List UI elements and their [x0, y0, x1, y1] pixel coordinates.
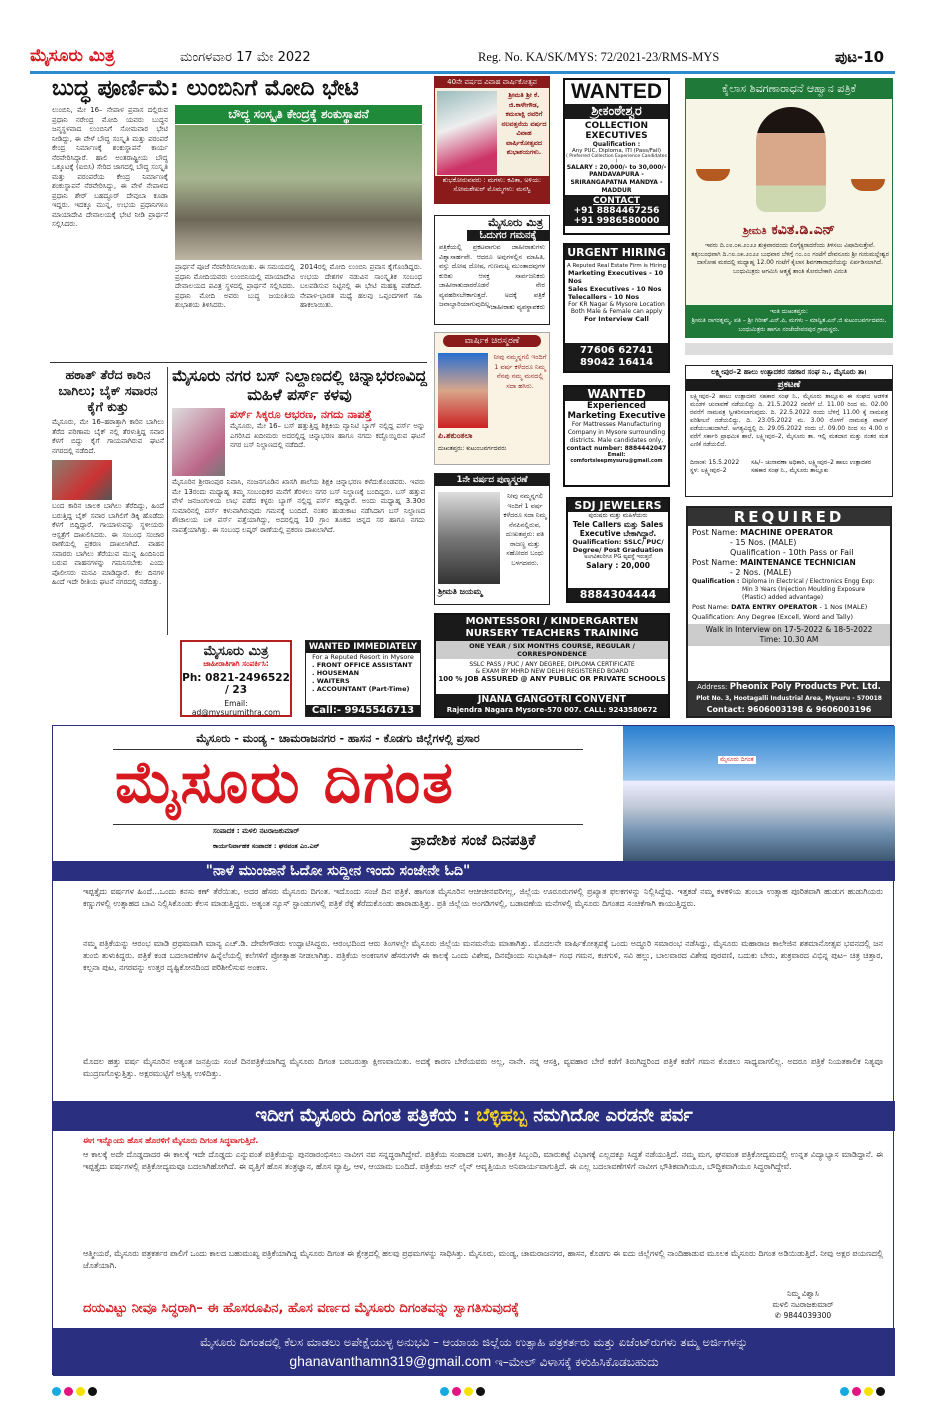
notice-sign: ಸಹಿ/– ಚುನಾವಣಾ ಅಧಿಕಾರಿ, ಲಕ್ಷ್ಮೀಪುರ–2 ಹಾಲು ಉತ್ಪಾದಕರ ಸಹಕಾರ ಸಂಘ ನಿ., ಮೈಸೂರು ತಾಲ್ಲೂಕು	[751, 459, 871, 474]
ad-text: Sales Executives - 10 Nos	[568, 285, 662, 293]
ad-footer	[686, 305, 892, 337]
divider	[50, 362, 427, 363]
banner-text: ನಮಗಿದೋ ಎರಡನೇ ಪರ್ವ	[527, 1105, 693, 1126]
ad-contact: contact number: 8884442047	[566, 445, 667, 452]
ad-title: WANTED	[565, 387, 668, 401]
post-detail: - 1 Nos (MALE)	[819, 603, 868, 611]
ad-title: ಕೈಲಾಸ ಶಿವಗಣಾರಾಧನೆ ಆಹ್ವಾನ ಪತ್ರಿಕೆ	[686, 79, 892, 99]
ad-name: JNANA GANGOTRI CONVENT	[477, 694, 627, 705]
ad-phone: Call:- 9945546713	[306, 705, 420, 716]
label: Qualification :	[692, 578, 740, 585]
ad-title: 1ನೇ ವರ್ಷದ ಪುಣ್ಯಸ್ಮರಣೆ	[435, 474, 549, 486]
ad-title: SDJ JEWELERS	[568, 499, 668, 512]
divider	[685, 343, 893, 355]
masthead-date: ಮಂಗಳವಾರ 17 ಮೇ 2022	[180, 50, 311, 65]
post-detail: Diploma in Electrical / Electronics Engg Exp: Min 3 Years (Injection Moulding Exposure (Plastic) added advantage)	[742, 578, 875, 601]
banner-highlight: ಬೆಳ್ಳಿಹಬ್ಬ	[476, 1105, 527, 1126]
ad-phone: 8884304444	[568, 588, 668, 601]
ad-salary: Salary : 20,000	[586, 561, 650, 570]
red-intro: ಈಗ ಇನ್ನೊಂದು ಹೊಸ ಹೊರಳಿಗೆ ಮೈಸೂರು ದಿಗಂತ ಸಿದ್ಧವಾಗುತ್ತಿದೆ.	[83, 1136, 259, 1145]
ad-title-line: MONTESSORI / KINDERGARTEN	[465, 616, 639, 627]
label: Post Name:	[692, 603, 730, 611]
ad-title-line: NURSERY TEACHERS TRAINING	[465, 628, 639, 639]
header-rule	[30, 71, 895, 74]
ad-phone: Ph: 0821-2496522 / 23	[182, 672, 290, 696]
story-headline: ಬುದ್ಧ ಪೂರ್ಣಿಮೆ: ಲುಂಬಿನಿಗೆ ಮೋದಿ ಭೇಟಿ	[52, 76, 359, 101]
ad-salary: SALARY : 20,000/- to 30,000/-	[566, 164, 667, 171]
ad-logo: ಮೈಸೂರು ಮಿತ್ರ	[488, 216, 543, 229]
ad-email: Email: ad@mysurumithra.com	[191, 699, 281, 717]
company-name: Pheonix Poly Products Pvt. Ltd.	[729, 682, 881, 692]
ad-text: For Mattresses Manufacturing Company in Mysore surrounding districts. Male candidates only,	[567, 421, 666, 444]
ad-footer	[436, 694, 668, 716]
ad-text: For Interview Call	[584, 315, 649, 323]
ad-phone: 77606 62741	[579, 345, 654, 356]
story-body: ಬಂದ ಕಾರಿನ ಚಾಲಕ ಬಾಗಿಲು ತೆರೆದಿದ್ದು, ಹಿಂದೆ ಬರುತ್ತಿದ್ದ ಬೈಕ್ ಸವಾರ ಬಾಗಿಲಿಗೆ ಡಿಕ್ಕಿ ಹೊಡೆದು ಕೆಳಗೆ ಬಿದ್ದಿದ್ದಾರೆ. ಗಾಯಾಳುವನ್ನು ಸ್ಥಳೀಯರು ಆಸ್ಪತ್ರೆಗೆ ದಾಖಲಿಸಿದರು. ಈ ಸಂಬಂಧ ಸಂಚಾರ ಠಾಣೆಯಲ್ಲಿ ಪ್ರಕರಣ ದಾಖಲಾಗಿದೆ. ವಾಹನ ಸವಾರರು ಬಾಗಿಲು ತೆರೆಯುವ ಮುನ್ನ ಹಿಂದಿನಿಂದ ಬರುವ ವಾಹನಗಳನ್ನು ಗಮನಿಸಬೇಕು ಎಂದು ಪೊಲೀಸರು ಮನವಿ ಮಾಡಿದ್ದಾರೆ. ಕೆಲ ದಿನಗಳ ಹಿಂದೆ ಇದೇ ರೀತಿಯ ಘಟನೆ ನಗರದಲ್ಲಿ ನಡೆದಿತ್ತು.	[52, 502, 164, 586]
notice-date: ದಿನಾಂಕ: 15.5.2022	[690, 459, 740, 466]
story-subhead: ಪರ್ಸ್ ಸಿಕ್ಕರೂ ಆಭರಣ, ನಗದು ನಾಪತ್ತೆ	[230, 408, 372, 421]
registration-marks	[840, 1381, 888, 1400]
ad-punyasmarane	[434, 473, 550, 605]
footer-text: ಇ–ಮೇಲ್ ವಿಳಾಸಕ್ಕೆ ಕಳುಹಿಸಿಕೊಡಬಹುದು	[491, 1355, 659, 1369]
digantha-paragraph: ನಮ್ಮ ಪತ್ರಿಕೆಯನ್ನು ಆರಂಭ ಮಾಡಿ ಪ್ರಥಮವಾಗಿ ಮಾನ್ಯ ಎಚ್.ಡಿ. ದೇವೇಗೌಡರು ಉದ್ಘಾಟಿಸಿದ್ದರು. ಆರಂಭದಿಂದ ಆರು ತಿಂಗಳಲ್ಲೇ ಮೈಸೂರು ಜಿಲ್ಲೆಯ ಮನಮನೆಯ ಮಾತಾಗಿತ್ತು. ಮೊದಲನೇ ವಾರ್ಷಿಕೋತ್ಸವಕ್ಕೆ ಒಂದು ಅದ್ಧೂರಿ ಸಮಾರಂಭ ನಡೆಸಿದ್ದು, ಮೈಸೂರು ಮಹಾರಾಜ ಕಾಲೇಜಿನ ಶತಮಾನೋತ್ಸವ ಭವನದಲ್ಲಿ ಜನ ತುಂಬಿ ತುಳುಕಿದ್ದರು. ಪತ್ರಿಕೆ ಕಂಡ ಬದಲಾವಣೆಗಳ ಹಿನ್ನೆಲೆಯಲ್ಲಿ ಕಲೆಗಳಿಗೆ ಪ್ರೋತ್ಸಾಹ ನೀಡಲಾಗಿತ್ತು. ಪತ್ರಿಕೆಯ ಅಂಕಣಗಳ ಹೆಸರುಗಳೇ ಈ ಕಾಲಕ್ಕೆ ಒಂದು ವಿಶೇಷ, ದಿನವೊಂದು ಸುಭಾಷಿತ– ಗಂಧ ಗಮನ, ಕಚಗುಳಿ, ಸವಿ ಹಲ್ಲು, ಬಾಲವಾರದ ವಿಶೇಷ ಪುರವಣಿ, ಬದುಕು ಬೇರು, ಶುಕ್ರವಾರದ ವಿಭಿನ್ನ ಪುಟ– ಚಿತ್ರ ಚಿತ್ತಾರ, ಕಲ್ಪನಾ ಪುಟ, ನಗರವನ್ನು ಉತ್ತರ ದೃಷ್ಟಿಕೋನದಿಂದ ಪರಿಶೀಲಿಸುವ ಅಂಕಣ.	[83, 939, 883, 972]
notice-place: ಸ್ಥಳ: ಲಕ್ಷ್ಮೀಪುರ–2	[690, 467, 727, 474]
ad-phone: +91 8884467256	[573, 206, 660, 216]
sign-phone: 9844039300	[783, 1311, 832, 1320]
ad-phone: 89042 16414	[579, 357, 654, 368]
ad-logo: ಮೈಸೂರು ಮಿತ್ರ	[203, 644, 269, 659]
registration-marks	[52, 1381, 100, 1400]
building-sign: ಮೈಸೂರು ದಿಗಂತ	[720, 756, 754, 763]
slogan-banner-ext	[623, 861, 895, 881]
ad-email: Email: comfortsleepmysuru@gmail.com	[570, 452, 663, 464]
ad-text: Experienced	[587, 401, 646, 411]
name: ಕವಿತ.ಡಿ.ಎನ್	[771, 222, 835, 238]
contact-label: CONTACT	[593, 196, 640, 206]
registration-number: Reg. No. KA/SK/MYS: 72/2021-23/RMS-MYS	[478, 50, 720, 64]
ad-wanted-marketing	[563, 385, 670, 487]
closing-line: ದಯವಿಟ್ಟು ನೀವೂ ಸಿದ್ಧರಾಗಿ– ಈ ಹೊಸರೂಪಿನ, ಹೊಸ ವರ್ಣದ ಮೈಸೂರು ದಿಗಂತವನ್ನು ಸ್ವಾಗತಿಸುವುದಕ್ಕೆ	[83, 1301, 519, 1316]
ad-text: Marketing Executive	[567, 411, 666, 421]
building-photo	[623, 726, 895, 861]
silver-jubilee-banner	[53, 1101, 895, 1131]
sign-name: ಮಳಲಿ ನಟರಾಜಕುಮಾರ್	[772, 1300, 834, 1309]
ad-text: Both Male & Female can apply	[570, 308, 663, 315]
editor-line: ಸಂಪಾದಕ : ಮಳಲಿ ನಟರಾಜಕುಮಾರ್	[213, 827, 300, 835]
label: Post Name:	[692, 558, 738, 567]
post-detail: Qualification: Any Degree (Excell, Word and Tally)	[692, 613, 854, 621]
footer-title: ಇಂತಿ ದುಃಖತಪ್ತರು:	[770, 308, 808, 315]
divider	[167, 367, 168, 635]
walkin-time: Time: 10.30 AM	[759, 635, 819, 644]
ad-item: . FRONT OFFICE ASSISTANT	[312, 661, 413, 669]
ad-text: ಪತ್ರಿಕೆಯಲ್ಲಿ ಪ್ರಕಟವಾಗುವ ಜಾಹೀರಾತುಗಳು ವಿಶ್ವಾಸಾರ್ಹವೇ. ಆದರೂ ಅವುಗಳಲ್ಲಿನ ಮಾಹಿತಿ, ವಸ್ತು ದೋಷ ದೋಷ, ಗುಣಮಟ್ಟ ಮುಂತಾದವುಗಳ ಕುರಿತು ಆಸಕ್ತ ಸಾರ್ವಜನಿಕರು ಜಾಹೀರಾತುದಾರರೊಡನೆ ನೇರ ವ್ಯವಹರಿಸಬೇಕಾಗುತ್ತದೆ. ಅದಕ್ಕೆ ಪತ್ರಿಕೆ ಜವಾಬ್ದಾರಿಯಾಗುವುದಿಲ್ಲ.	[439, 243, 545, 308]
registration-marks	[440, 1381, 488, 1400]
story-body: ಮೈಸೂರು, ಮೇ 16–ಹಠಾತ್ತಾಗಿ ಕಾರಿನ ಬಾಗಿಲು ತೆರೆದ ಪರಿಣಾಮ ಬೈಕ್ ನಲ್ಲಿ ತೆರಳುತ್ತಿದ್ದ ಸವಾರ ಕೆಳಗೆ ಬಿದ್ದು ಕೈಗೆ ಗಾಯವಾಗಿರುವ ಘಟನೆ ನಗರದಲ್ಲಿ ನಡೆದಿದೆ.	[52, 418, 164, 455]
ad-text: & EXAM BY MHRD NEW DELHI REGISTERED BOARD	[475, 668, 629, 675]
ad-text: Tele Callers ಮತ್ತು Sales Executive ಬೇಕಾಗಿದ್ದಾರೆ.	[572, 520, 664, 538]
ad-text: ಪುರುಷರು ಮತ್ತು ಮಹಿಳೆಯರು	[588, 512, 648, 519]
story-headline: ಮೈಸೂರು ನಗರ ಬಸ್ ನಿಲ್ದಾಣದಲ್ಲಿ ಚಿನ್ನಾಭರಣವಿದ್ದ ಮಹಿಳೆ ಪರ್ಸ್ ಕಳವು	[172, 367, 427, 404]
signature-block	[743, 1288, 863, 1321]
photo-accident	[52, 460, 112, 500]
photo-banner: ಬೌದ್ಧ ಸಂಸ್ಕೃತಿ ಕೇಂದ್ರಕ್ಕೆ ಶಂಕುಸ್ಥಾಪನೆ	[175, 105, 422, 124]
districts-line: ಮೈಸೂರು - ಮಂಡ್ಯ - ಚಾಮರಾಜನಗರ - ಹಾಸನ - ಕೊಡಗು ಜಿಲ್ಲೆಗಳಲ್ಲಿ ಪ್ರಸಾರ	[196, 732, 480, 745]
ad-footer: ದುಃಖತಪ್ತರು: ಕುಟುಂಬವರ್ಗದವರು	[438, 445, 507, 452]
ad-title	[436, 615, 668, 641]
ad-title: WANTED	[571, 80, 662, 103]
ad-mysuru-digantha	[52, 725, 894, 1375]
ad-name: ಶ್ರೀಮತಿ ಜಯಮ್ಮ	[438, 587, 483, 596]
footer-text: ಮೈಸೂರು ದಿಗಂತದಲ್ಲಿ ಕೆಲಸ ಮಾಡಲು ಅಪೇಕ್ಷೆಯುಳ್ಳ ಅನುಭವಿ – ಆಯಾಯ ಜಿಲ್ಲೆಯ ಉತ್ಸಾಹಿ ಪತ್ರಕರ್ತರು ಮತ್ತು ಏಜೆಂಟ್‌ರುಗಳು ತಮ್ಮ ಅರ್ಜಿಗಳನ್ನು	[200, 1335, 748, 1349]
ad-text: ( Preferred Collection Experience Candidates )	[566, 154, 667, 164]
ad-text: Qualification: SSLC/ PUC/ Degree/ Post Graduation	[572, 538, 664, 554]
ad-sdj-jewelers	[566, 497, 670, 603]
ad-brand: ಶ್ರೀಕಂಠೇಶ್ವರ	[565, 104, 668, 119]
ad-text: For a Reputed Resort in Mysore	[312, 653, 414, 661]
post-detail: - 15 Nos. (MALE)	[730, 538, 797, 547]
ad-resort-wanted	[305, 640, 421, 717]
story-body: ಲುಂಬಿನಿ, ಮೇ 16– ನೇಪಾಳ ಪ್ರವಾಸ ದಲ್ಲಿರುವ ಪ್ರಧಾನಿ ನರೇಂದ್ರ ಮೋದಿ ಯವರು ಬುದ್ಧನ ಜನ್ಮಸ್ಥಳವಾದ ಲುಂಬಿನಿಗೆ ಸೋಮವಾರ ಭೇಟಿ ನೀಡಿದ್ದು, ಈ ವೇಳೆ ಬೌದ್ಧ ಸಂಸ್ಕೃತಿ ಮತ್ತು ಪರಂಪರೆ ಕೇಂದ್ರ ನಿರ್ಮಾಣಕ್ಕೆ ಶಂಕುಸ್ಥಾಪನೆ ಕಾರ್ಯ ನೆರವೇರಿಸಿದ್ದಾರೆ. ಹಾಲಿ ಅಂತರಾಷ್ಟ್ರೀಯ ಬೌದ್ಧ ಒಕ್ಕೂಟಕ್ಕೆ (ಐಬಿಸಿ) ಸೇರಿದ ಜಾಗದಲ್ಲಿ ಬೌದ್ಧ ಸಂಸ್ಕೃತಿ ಮತ್ತು ಪರಂಪರೆಯ ಕೇಂದ್ರ ನಿರ್ಮಾಣಕ್ಕೆ ಶಂಕುಸ್ಥಾಪನೆ ನೆರವೇರಿಸಿದ್ದು, ಈ ವೇಳೆ ನೇಪಾಳದ ಪ್ರಧಾನಿ ಶೇರ್ ಬಹದ್ದೂರ್ ದೇವುಬಾ ಕೂಡಾ ಇದ್ದರು. ಇದಕ್ಕೂ ಮುನ್ನ, ಉಭಯ ಪ್ರಧಾನಿಗಳೂ ಮಾಯಾದೇವಿ ದೇವಾಲಯಕ್ಕೆ ಭೇಟಿ ನೀಡಿ ಪ್ರಾರ್ಥನೆ ಸಲ್ಲಿಸಿದರು.	[52, 106, 168, 228]
ad-text: A Reputed Real Estate Firm is Hiring	[566, 263, 667, 269]
photo-purse	[172, 408, 225, 476]
ad-title: REQUIRED	[688, 508, 890, 526]
label: Post Name:	[692, 528, 738, 537]
recruitment-footer	[53, 1328, 895, 1376]
ad-role: COLLECTION EXECUTIVES	[584, 121, 649, 141]
ad-title: 40ನೇ ವರ್ಷದ ವಿವಾಹ ವಾರ್ಷಿಕೋತ್ಸವ	[435, 77, 549, 88]
ad-text: SSLC PASS / PUC / ANY DEGREE, DIPLOMA CERTIFICATE	[469, 661, 635, 668]
masthead-logo: ಮೈಸೂರು ಮಿತ್ರ	[30, 46, 115, 66]
ad-item: . ACCOUNTANT (Part-Time)	[312, 685, 410, 693]
ad-required	[686, 506, 892, 718]
digantha-paragraph: ಮೊದಲ ಹತ್ತು ವರ್ಷ ಮೈಸೂರಿನ ಅತ್ಯಂತ ಜನಪ್ರಿಯ ಸಂಜೆ ದಿನಪತ್ರಿಕೆಯಾಗಿದ್ದ ಮೈಸೂರು ದಿಗಂತ ಬರಬರುತ್ತಾ ಕ್ಷೀಣವಾಯಿತು. ಅದಕ್ಕೆ ಕಾರಣ ಬೇರೆಯವರು ಅಲ್ಲ, ನಾನೇ. ನನ್ನ ಆಸಕ್ತಿ, ವ್ಯವಹಾರ ಬೇರೆ ಕಡೆಗೆ ತಿರುಗಿದ್ದರಿಂದ ಪತ್ರಿಕೆ ಕಡೆಗೆ ಗಮನ ಕೊಡಲು ಸಾಧ್ಯವಾಗಲಿಲ್ಲ. ಅದರೂ ಪತ್ರಿಕೆ ನಿಯತಕಾಲಿಕ ನಿತ್ಯವೂ ಮುದ್ರಣಗೊಳ್ಳುತ್ತಿತ್ತು. ಅಕ್ಷರಮುಟ್ಟಿಗೆ ಅಸ್ತಿತ್ವ ಉಳಿದಿತ್ತು.	[83, 1057, 883, 1078]
post-name: MAINTENANCE TECHNICIAN	[740, 558, 856, 567]
portrait-photo	[438, 492, 500, 584]
digantha-paragraph: ಇಪ್ಪತ್ತೈದು ವರ್ಷಗಳ ಹಿಂದೆ...ಒಂದು ಕನಸು ಕಣ್ ತೆರೆಯಿತು, ಅದರ ಹೆಸರು ಮೈಸೂರು ದಿಗಂತ. ಇದೊಂದು ಸಂಜೆ ದಿನ ಪತ್ರಿಕೆ. ಹಾಗಂತ ಮೈಸೂರಿನ ಆಚೀಚೀನವರಿಗಲ್ಲ, ಜಿಲ್ಲೆಯ ಊರೂರುಗಳಲ್ಲಿ ಪ್ರಖ್ಯಾತ ಫಲಕಗಳನ್ನು ನಿಲ್ಲಿಸಿದ್ದೆವು. ಇತ್ತಕಡೆ ನಮ್ಮ ಕಳಕಳಿಯ ತುಂಬಾ ಉತ್ಸಾಹ ಪೂರಿತವಾಗಿ ಹುಡುಗ ಹುಡುಗಿಯರು ಕಣ್ಣುಗಳಲ್ಲಿ ಉತ್ಸಾಹದ ಬಾವಿ ನಿಲ್ಲಿಸಿಕೊಂಡು ಕೆಲಸ ಮಾಡುತ್ತಿದ್ದರು. ಅತ್ಯಂತ ನ್ಯೂಸ್ ಸ್ಟಾಂಡುಗಳಲ್ಲಿ ಪತ್ರಿಕೆ ರೆಕ್ಕೆ ತೆರೆದುಕೊಂಡು ಹಾರಾಡುತ್ತಿತ್ತು. ಪ್ರತಿ ಜಿಲ್ಲೆಯ ಅಂಗಡಿಗಳಲ್ಲಿ, ಬಡಾವಣೆಯ ಮನೆಗಳಲ್ಲಿ ಮೈಸೂರು ದಿಗಂತದ ಸಂಚಿಕೆಗಾಗಿ ಕಾಯುತ್ತಿದ್ದರು.	[83, 887, 883, 908]
story-headline: ಹಠಾತ್ ತೆರೆದ ಕಾರಿನ ಬಾಗಿಲು; ಬೈಕ್ ಸವಾರನ ಕೈಗೆ ಕುತ್ತು	[58, 367, 158, 414]
digantha-paragraph: ಆ ಕಾಲಕ್ಕೆ ಅದೇ ದೊಡ್ಡದಾದರ ಈ ಕಾಲಕ್ಕೆ ಇದೇ ದೊಡ್ಡದು ಎನ್ನುವಂತೆ ಪತ್ರಿಕೆಯನ್ನು ಪುನರಾರಂಭಿಸಲು ನಾವೀಗ ನವ ಸನ್ನದ್ಧರಾಗಿದ್ದೇವೆ. ಪತ್ರಿಕೆಯ ಸಂಪಾದಕ ಬಳಗ, ತಾಂತ್ರಿಕ ಸಿಬ್ಬಂದಿ, ಮಾರುಕಟ್ಟೆ ವಿಭಾಗಕ್ಕೆ ಎಲ್ಲದಕ್ಕೂ ಸಿದ್ಧತೆ ನಡೆಯುತ್ತಿದೆ. ನಮ್ಮ ಮಗ, ಘನವಂತ ಪತ್ರಿಕೋದ್ಯಮದಲ್ಲಿ ಉನ್ನತ ವಿದ್ಯಾಭ್ಯಾಸ ಮಾಡಿದ್ದಾನೆ. ಈ ಇಪ್ಪತ್ತೈದು ವರ್ಷಗಳಲ್ಲಿ ಪತ್ರಿಕೋದ್ಯಮವೂ ಬದಲಾಗಿಹೋಗಿದೆ. ಈ ವೃತ್ತಿಗೆ ಹೊಸ ತಂತ್ರಜ್ಞಾನ, ಹೊಸ ವ್ಯಾಪ್ತಿ, ಆಳ, ಆಯಾಮ ಬಂದಿದೆ. ಪತ್ರಿಕೆಯ ಆನ್ ಲೈನ್ ಆವೃತ್ತಿಯೂ ಅನಿವಾರ್ಯವಾಗುತ್ತಿದೆ. ಈ ಎಲ್ಲ ಬದಲಾವಣೆಗಳಿಗೆ ನಾವೀಗ ಭೌತಿಕವಾಗಿಯೂ, ಬೌದ್ಧಿಕವಾಗಿಯೂ ಸಿದ್ಧರಾಗಿದ್ದೇವೆ.	[83, 1150, 883, 1171]
footer-text: ಶ್ರೀಮತಿ ನಾಗರತ್ನಮ್ಮ, ಪತಿ – ಶ್ರೀ ಗಿರೀಶ್.ಎನ್.ಪಿ, ಮಗಳು – ಮಾನ್ವಿತ.ಎನ್.ಜಿ ಕುಟುಂಬವರ್ಗದವರು, ಬಂಧುಮಿತ್ರರು ಹಾಗೂ ನಂಜೇದೇವನಪುರ ಗ್ರಾಮಸ್ಥರು.	[691, 317, 887, 333]
story-body: ಮೈಸೂರಿನ ಶ್ರೀರಾಂಪುರ ನಿವಾಸಿ, ನಂಜನಗೂಡಿನ ಖಾಸಗಿ ಶಾಲೆಯ ಶಿಕ್ಷಕಿ ಚಿನ್ನಾಭರಣ ಕಳೆದುಕೊಂಡವರು. ಇವರು ಮೇ 13ರಂದು ಮಧ್ಯಾಹ್ನ ತಮ್ಮ ಸಂಬಂಧಿಕರ ಮನೆಗೆ ತೆರಳಲು ನಗರ ಬಸ್ ನಿಲ್ದಾಣಕ್ಕೆ ಬಂದಿದ್ದರು. ಬಸ್ ಹತ್ತುವ ವೇಳೆ ಜನಜಂಗುಳಿಯ ಲಾಭ ಪಡೆದ ಕಳ್ಳರು ಬ್ಯಾಗ್ ನಲ್ಲಿದ್ದ ಪರ್ಸ್ ಕದ್ದಿದ್ದಾರೆ. ಅಂದು ಮಧ್ಯಾಹ್ನ 3.30ರ ಸುಮಾರಿನಲ್ಲಿ ಪರ್ಸ್ ಕಳುವಾಗಿರುವುದು ಗಮನಕ್ಕೆ ಬಂದಿದೆ. ನಂತರ ಹುಡುಕಾಟ ನಡೆಸಿದಾಗ ಬಸ್ ನಿಲ್ದಾಣದ ಶೌಚಾಲಯ ಬಳಿ ಪರ್ಸ್ ಪತ್ತೆಯಾಗಿದ್ದು, ಅದರಲ್ಲಿದ್ದ 10 ಗ್ರಾಂ ತೂಕದ ಚಿನ್ನದ ಸರ ಹಾಗೂ ನಗದು ನಾಪತ್ತೆಯಾಗಿತ್ತು. ಈ ಸಂಬಂಧ ಲಷ್ಕರ್ ಠಾಣೆಯಲ್ಲಿ ಪ್ರಕರಣ ದಾಖಲಾಗಿದೆ.	[172, 478, 425, 534]
ad-text: Qualification :	[592, 141, 641, 148]
footer-email[interactable]: ghanavanthamn319@gmail.com	[289, 1353, 492, 1369]
ad-places: PANDAVAPURA - SRIRANGAPATNA MANDYA - MADDUR	[570, 171, 663, 194]
digantha-logo: ಮೈಸೂರು ದಿಗಂತ	[115, 748, 455, 816]
sign-label: ನಿಮ್ಮ ವಿಶ್ವಾಸಿ	[787, 1289, 819, 1298]
ad-anniversary	[434, 76, 550, 204]
ad-footer: ಶುಭಕೋರುವವರು : ಮಗಳು: ಕವಿತಾ, ಅಳಿಯ: ಸೋಮಶೇಖರ್ ಮೊಮ್ಮಗಳು: ಮನಸ್ವಿ	[435, 176, 549, 203]
post-name: DATA ENTRY OPERATOR	[731, 603, 818, 611]
ad-name: ಪಿ.ಶಕುಂತಲಾ	[438, 431, 473, 440]
ad-sign: -ಜಾಹೀರಾತು ವ್ಯವಸ್ಥಾಪಕರು	[488, 303, 545, 311]
banner-text: ಇದೀಗ ಮೈಸೂರು ದಿಗಂತ ಪತ್ರಿಕೆಯ :	[255, 1105, 477, 1126]
notice-text: ಲಕ್ಷ್ಮೀಪುರ–2 ಹಾಲು ಉತ್ಪಾದಕರ ಸಹಕಾರ ಸಂಘ ನಿ., ಮೈಸೂರು ತಾಲ್ಲೂಕು ಈ ಸಂಘದ ಆಡಳಿತ ಮಂಡಳಿ ಚುನಾವಣೆ ನಡೆಯಲಿದ್ದು ದಿ. 21.5.2022 ರವರೆಗೆ ಬೆ. 11.00 ರಿಂದ ಮ. 02.00 ರವರೆಗೆ ನಾಮಪತ್ರ ಸ್ವೀಕರಿಸಲಾಗುವುದು. ದಿ. 22.5.2022 ರಂದು ಬೆಳಿಗ್ಗೆ 11.00 ಕ್ಕೆ ನಾಮಪತ್ರ ಪರಿಶೀಲನೆ ನಡೆಯಲಿದ್ದು, ದಿ. 23.05.2022 ಮ. 3.00 ರೊಳಗೆ ನಾಮಪತ್ರ ವಾಪಸ್ ಪಡೆಯಬಹುದಾಗಿದೆ. ಅಗತ್ಯವಿದ್ದಲ್ಲಿ ದಿ. 29.05.2022 ರಂದು ಬೆ. 09.00 ರಿಂದ ಸಂ 4.00 ರ ವರೆಗೆ ಸರ್ಕಾರಿ ಪ್ರಾಥಮಿಕ ಶಾಲೆ, ಲಕ್ಷ್ಮೀಪುರ–2, ಮೈಸೂರು ತಾ. ಇಲ್ಲಿ ಮತದಾನ ಮತ್ತು ನಂತರ ಮತ ಎಣಿಕೆ ನಡೆಯಲಿದೆ.	[690, 393, 888, 448]
ad-text: ನೀವು ನಮ್ಮನ್ನಗಲಿ ಇಂದಿಗೆ 1 ವರ್ಷ ಕಳೆದರೂ ನಿಮ್ಮ ನೆನಪು ನಮ್ಮ ಮನದಲ್ಲಿ ಸದಾ ಹಸಿರು.	[493, 353, 547, 390]
ad-phone: +91 9986580000	[573, 216, 660, 226]
divider	[113, 824, 583, 825]
ad-phones	[565, 343, 668, 371]
ad-text: ಜಾಹೀರಾತಿಗಾಗಿ ಸಂಪರ್ಕಿಸಿ:	[203, 659, 269, 668]
ad-readers-notice	[434, 215, 550, 325]
deceased-name	[686, 222, 892, 238]
ad-strip: ONE YEAR / SIX MONTHS COURSE, REGULAR / CORRESPONDENCE	[436, 641, 668, 659]
ad-address: Rajendra Nagara Mysore-570 007. CALL: 9243580672	[446, 706, 658, 714]
oil-lamp-icon	[851, 179, 885, 191]
phone-icon: ✆	[774, 1311, 782, 1320]
company-address: Plot No. 3, Hootagalli Industrial Area, Mysuru - 570018	[696, 695, 882, 702]
ad-text: 100 % JOB ASSURED @ ANY PUBLIC OR PRIVATE SCHOOLS	[438, 675, 666, 683]
post-detail: Qualification - 10th Pass or Fail	[730, 548, 854, 557]
story-body: 2014ರಲ್ಲಿ ಮೋದಿ ಲುಂಬಿನಿ ಪ್ರವಾಸ ಕೈಗೊಂಡಿದ್ದರು. ಉಭಯ ದೇಶಗಳ ನಡುವಿನ ಸಾಂಸ್ಕೃತಿಕ ಸಂಬಂಧ ಬಲಪಡಿಸುವ ನಿಟ್ಟಿನಲ್ಲಿ ಈ ಭೇಟಿ ಮಹತ್ವ ಪಡೆದಿದೆ. ನೇಪಾಳ-ಭಾರತ ಮಧ್ಯೆ ಹಲವು ಒಪ್ಪಂದಗಳಿಗೆ ಸಹಿ ಹಾಕಲಾಯಿತು.	[300, 263, 422, 309]
company-contact: Contact: 9606003198 & 9606003196	[706, 705, 872, 714]
ad-text: Marketing Executives - 10 Nos	[568, 269, 664, 285]
oil-lamp-icon	[696, 169, 730, 181]
portrait-photo	[438, 353, 488, 428]
ad-contact	[565, 195, 668, 226]
page-number: ಪುಟ-10	[835, 48, 885, 66]
portrait-photo	[756, 107, 826, 212]
ad-text: ಅಂಗವಿಕಲರಿಗೂ PG ವ್ಯವಸ್ಥೆ ಇರುತ್ತದೆ	[584, 554, 652, 560]
story-body: ಮೈಸೂರು, ಮೇ 16– ಬಸ್ ಹತ್ತುತ್ತಿದ್ದ ಶಿಕ್ಷಕಿಯ ವ್ಯಾನಿಟಿ ಬ್ಯಾಗ್ ನಲ್ಲಿದ್ದ ಪರ್ಸ್ ಅನ್ನು ಎಗರಿಸಿದ ಖದೀಮರು ಅದರಲ್ಲಿದ್ದ ಚಿನ್ನಾಭರಣ ಹಾಗೂ ನಗದು ಕದ್ದೊಯ್ದಿರುವ ಘಟನೆ ನಗರ ಬಸ್ ನಿಲ್ದಾಣದಲ್ಲಿ ನಡೆದಿದೆ.	[230, 422, 425, 449]
ad-title: ಓದುಗರ ಗಮನಕ್ಕೆ	[467, 230, 549, 241]
ad-text: ಶ್ರೀಮತಿ ಶ್ರೀ ಕೆ. ಜಿ.ಕಾಳೇಗೌಡ, ಕಮಲಾಕ್ಷಿ ರವರಿಗೆ ನಲವತ್ತನೆಯ ವರ್ಷದ ವಿವಾಹ ವಾರ್ಷಿಕೋತ್ಸವದ ಶುಭಾಶಯಗಳು.	[501, 91, 547, 156]
label: Address:	[697, 683, 728, 691]
ad-kailasa	[685, 78, 893, 338]
slogan-banner: "ನಾಳೆ ಮುಂಜಾನೆ ಓದೋ ಸುದ್ದೀನ ಇಂದು ಸಂಜೇನೇ ಓದಿ"	[53, 861, 623, 881]
story-body: ಪ್ರಾರ್ಥನೆ ಪೂಜೆ ನೆರವೇರಿಸಲಾಯಿತು. ಈ ಸಮಯದಲ್ಲಿ ಪ್ರಧಾನಿ ಮೋದಿಯವರು ಲುಂಬಿನಿಯಲ್ಲಿ ಮಾಯಾದೇವಿ ದೇವಾಲಯದ ಪವಿತ್ರ ಸ್ಥಳದಲ್ಲಿ ಪ್ರಾರ್ಥನೆ ಸಲ್ಲಿಸಿದರು. ಪ್ರಧಾನಿ ಮೋದಿ ಅವರು ಬುದ್ಧ ಜಯಂತಿಯ ಶುಭಾಶಯ ತಿಳಿಸಿದರು.	[175, 263, 295, 309]
ad-remembrance	[434, 332, 550, 465]
ad-mysuru-mitra	[180, 640, 292, 717]
digantha-paragraph: ಆತ್ಮೀಯರೆ, ಮೈಸೂರು ಪತ್ರಕರ್ತರ ಪಾಲಿಗೆ ಒಂದು ಕಾಲದ ಬಹುಮುಖ್ಯ ಪತ್ರಿಕೆಯಾಗಿದ್ದ ಮೈಸೂರು ದಿಗಂತ ಈ ಕ್ಷೇತ್ರದಲ್ಲಿ ಹಲವು ಪ್ರಥಮಗಳನ್ನು ಸಾಧಿಸಿತ್ತು. ಮೈಸೂರು, ಮಂಡ್ಯ, ಚಾಮರಾಜನಗರ, ಹಾಸನ, ಕೊಡಗು ಈ ಐದು ಜಿಲ್ಲೆಗಳಲ್ಲಿ ನಾಂದಿಹಾಡುವ ಮೂಲಕ ಮೈಸೂರು ದಿಗಂತ ಅಡಿಯಿಡುತ್ತಿದೆ. ನೀವು ಅಕ್ಷರ ಪಯಣದಲ್ಲಿ ಜೊತೆಯಾಗಿ.	[83, 1249, 883, 1270]
ad-urgent-hiring	[563, 243, 670, 373]
ad-wanted-collection	[563, 78, 670, 235]
couple-photo	[437, 91, 497, 175]
ad-text: Any PUC, Diploma, ITI (Pass/Fail)	[571, 148, 662, 154]
ad-text: ನೀವು ನಮ್ಮನ್ನಗಲಿ ಇಂದಿಗೆ 1 ವರ್ಷ ಕಳೆದರೂ ಸದಾ ನಿಮ್ಮ ನೆನಪಿನಲ್ಲಿರುವ, ದುಃಖತಪ್ತರು: ಪತಿ ರಾಜಣ್ಣ ಮತ್ತು ಸಹೋದರ ಬಂಧು ಬಳಗದವರು.	[503, 492, 547, 567]
post-detail: - 2 Nos. (MALE)	[730, 568, 792, 577]
notice-election	[685, 365, 893, 497]
exec-editor-line: ಕಾರ್ಯನಿರ್ವಾಹಕ ಸಂಪಾದಕ : ಘನವಂತ ಎಂ.ಎನ್	[213, 842, 320, 850]
ad-montessori	[434, 613, 670, 718]
digantha-tagline: ಪ್ರಾದೇಶಿಕ ಸಂಜೆ ದಿನಪತ್ರಿಕೆ	[411, 831, 536, 849]
ad-title: WANTED IMMEDIATELY	[306, 641, 420, 653]
photo-modi-lumbini	[175, 125, 422, 260]
notice-header: ಲಕ್ಷ್ಮೀಪುರ–2 ಹಾಲು ಉತ್ಪಾದಕರ ಸಹಕಾರ ಸಂಘ ನಿ., ಮೈಸೂರು ತಾ।	[711, 368, 867, 376]
ad-item: . HOUSEMAN	[312, 669, 360, 677]
ad-item: . WAITERS	[312, 677, 350, 685]
ad-text: ಇವರು ದಿ.೦೮.೦೫.೨೦೨೨ ಶುಕ್ರವಾರದಂದು ಲಿಂಗೈಕ್ಯರಾದರೆಂದು ತಿಳಿಸಲು ವಿಷಾದಿಸುತ್ತೇವೆ. ತತ್ಸಂಬಂಧವಾಗಿ ದಿ.೧೮.೦೫.೨೦೨೨ ಬುಧವಾರ ಬೆಳಿಗ್ಗೆ ೧೦.೦೦ ಗಂಟೆಗೆ ದೇವನೂರು ಶ್ರೀ ಗುರುಮಲ್ಲೇಶ್ವರ ದಾಸೋಹ ಮಠದಲ್ಲಿ ಮಧ್ಯಾಹ್ನ 12.00 ಗಂಟೆಗೆ ಕೈಲಾಸ ಶಿವಗಣಾರಾಧನೆಯನ್ನು ಏರ್ಪಡಿಸಲಾಗಿದೆ. ಬಂಧುಮಿತ್ರರು ಆಗಮಿಸಿ ಆತ್ಮಕ್ಕೆ ಶಾಂತಿ ಕೋರಬೇಕಾಗಿ ವಿನಂತಿ	[691, 242, 889, 275]
ad-title: URGENT HIRING	[565, 245, 668, 260]
walkin-date: Walk in Interview on 17-5-2022 & 18-5-2022	[705, 625, 873, 634]
notice-title: ಪ್ರಕಟಣೆ	[686, 379, 892, 391]
ad-text: Telecallers - 10 Nos	[568, 293, 640, 301]
name-prefix: ಶ್ರೀಮತಿ	[742, 226, 767, 237]
ad-title: ವಾರ್ಷಿಕ ಚಿರಸ್ಮರಣೆ	[443, 335, 541, 347]
ad-text: For KR Nagar & Mysore Location	[568, 301, 665, 308]
post-name: MACHINE OPERATOR	[740, 528, 834, 537]
